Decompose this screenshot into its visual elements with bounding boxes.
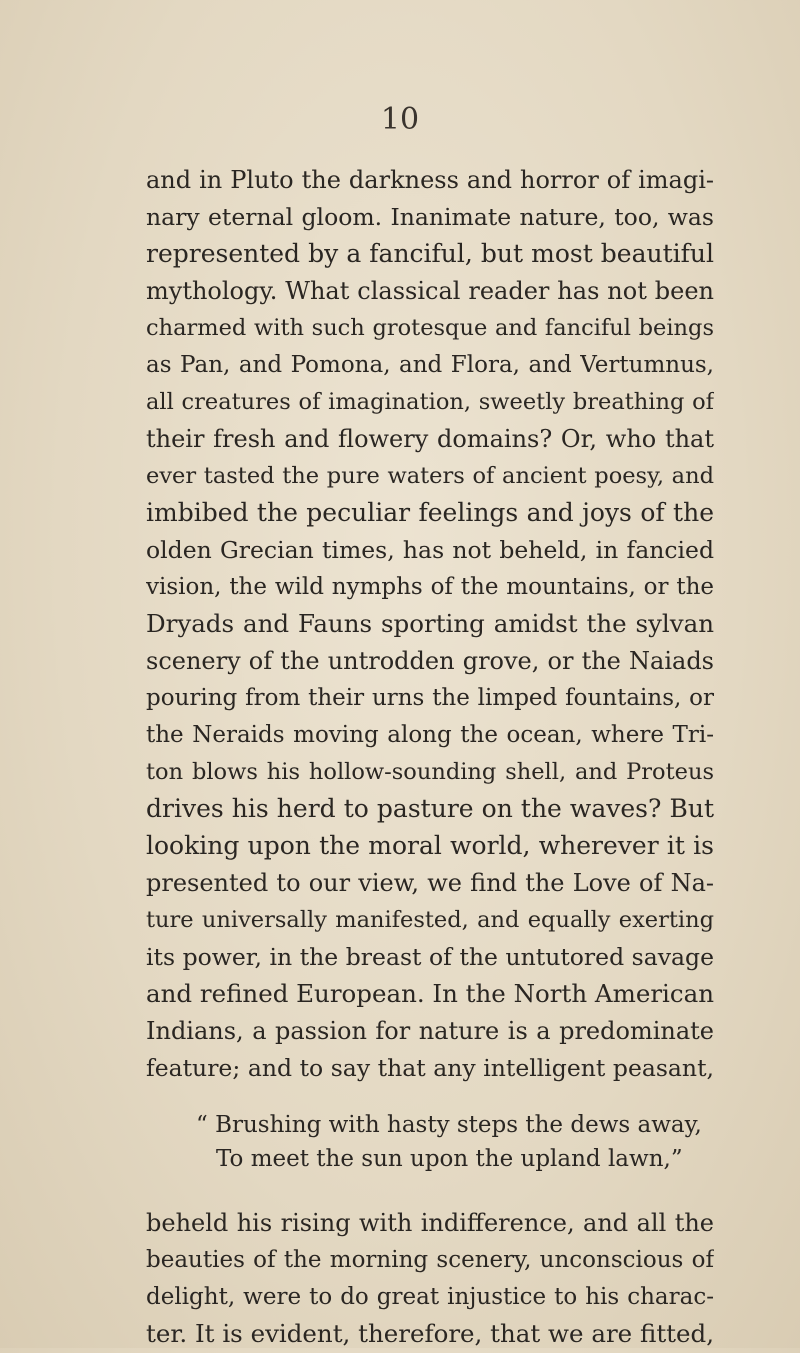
text-line: charmed with such grotesque and fanciful beings [146,315,714,341]
text-line: ton blows his hollow-sounding shell, and Proteus [146,759,714,785]
text-line: ture universally manifested, and equally exerting [146,907,714,933]
text-line: nary eternal gloom. Inanimate nature, too, was [146,203,714,231]
verse-line: To meet the sun upon the upland lawn,” [216,1146,683,1172]
text-line: represented by a fanciful, but most beautiful [146,239,714,268]
text-line: as Pan, and Pomona, and Flora, and Vertumnus, [146,352,714,378]
text-line: ter. It is evident, therefore, that we are fitted, [146,1319,714,1348]
text-line: presented to our view, we find the Love of Na- [146,869,714,897]
text-line: scenery of the untrodden grove, or the Naiads [146,647,714,675]
text-line: ever tasted the pure waters of ancient poesy, and [146,463,714,489]
text-line: beheld his rising with indifference, and all the [146,1209,714,1237]
text-line: looking upon the moral world, wherever it is [146,831,714,860]
text-line: their fresh and flowery domains? Or, who that [146,425,714,453]
verse-line: “ Brushing with hasty steps the dews away, [196,1112,702,1138]
text-line: Indians, a passion for nature is a predominate [146,1017,714,1045]
text-line: delight, were to do great injustice to his charac- [146,1284,714,1310]
page-number: 10 [380,102,420,137]
text-line: pouring from their urns the limped fountains, or [146,685,714,711]
text-line: mythology. What classical reader has not been [146,277,714,305]
text-line: feature; and to say that any intelligent peasant, [146,1054,714,1082]
text-line: and in Pluto the darkness and horror of imagi- [146,166,714,194]
text-line: Dryads and Fauns sporting amidst the sylvan [146,609,714,638]
text-line: olden Grecian times, has not beheld, in fancied [146,536,714,564]
text-line: the Neraids moving along the ocean, where Tri- [146,722,714,748]
text-line: beauties of the morning scenery, unconscious of [146,1247,714,1273]
text-line: all creatures of imagination, sweetly breathing of [146,389,714,415]
text-line: its power, in the breast of the untutored savage [146,943,714,971]
text-line: and refined European. In the North American [146,979,714,1008]
text-line: imbibed the peculiar feelings and joys of the [146,498,714,527]
text-line: vision, the wild nymphs of the mountains, or the [146,574,714,600]
text-line: drives his herd to pasture on the waves? But [146,794,714,823]
